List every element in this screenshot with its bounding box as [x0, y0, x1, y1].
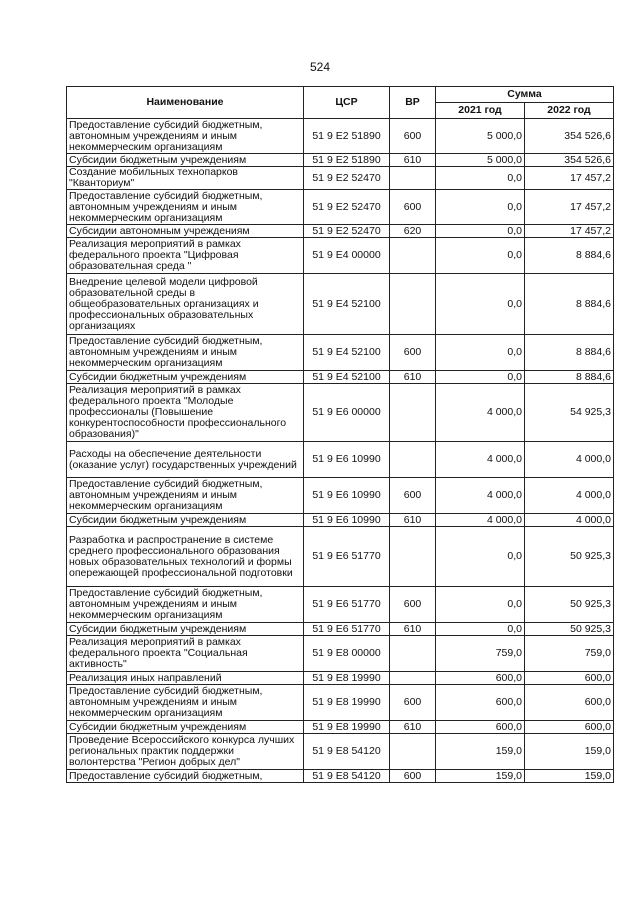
row-vr	[390, 238, 436, 274]
row-amount-2022: 4 000,0	[525, 478, 614, 514]
table-header	[67, 87, 614, 119]
row-name: Предоставление субсидий бюджетным, автономным учреждениям и иным некоммерческим организациям	[67, 478, 304, 514]
row-csr: 51 9 E4 52100	[304, 335, 390, 371]
row-vr	[390, 384, 436, 442]
row-amount-2022: 600,0	[525, 721, 614, 734]
row-vr: 600	[390, 587, 436, 623]
row-amount-2021: 759,0	[436, 636, 525, 672]
row-amount-2021: 159,0	[436, 770, 525, 783]
row-vr: 620	[390, 225, 436, 238]
row-amount-2022: 354 526,6	[525, 119, 614, 154]
table-row	[67, 514, 614, 527]
table-row	[67, 238, 614, 274]
row-csr: 51 9 E2 51890	[304, 119, 390, 154]
row-name: Реализация иных направлений	[67, 672, 304, 685]
table-row	[67, 154, 614, 167]
row-amount-2022: 17 457,2	[525, 167, 614, 190]
table-row	[67, 527, 614, 587]
row-amount-2021: 4 000,0	[436, 514, 525, 527]
row-amount-2022: 50 925,3	[525, 587, 614, 623]
header-sum: Сумма	[436, 87, 614, 103]
row-amount-2022: 8 884,6	[525, 238, 614, 274]
row-csr: 51 9 E6 10990	[304, 514, 390, 527]
table-row	[67, 685, 614, 721]
table-row	[67, 587, 614, 623]
row-amount-2022: 759,0	[525, 636, 614, 672]
row-vr	[390, 636, 436, 672]
row-amount-2022: 50 925,3	[525, 527, 614, 587]
row-amount-2021: 0,0	[436, 274, 525, 335]
row-amount-2021: 600,0	[436, 685, 525, 721]
row-amount-2022: 8 884,6	[525, 274, 614, 335]
row-vr: 600	[390, 335, 436, 371]
row-amount-2021: 5 000,0	[436, 154, 525, 167]
row-amount-2022: 4 000,0	[525, 514, 614, 527]
row-amount-2022: 4 000,0	[525, 442, 614, 478]
row-amount-2021: 0,0	[436, 587, 525, 623]
row-amount-2021: 0,0	[436, 225, 525, 238]
row-amount-2021: 0,0	[436, 623, 525, 636]
row-amount-2022: 159,0	[525, 770, 614, 783]
row-amount-2022: 17 457,2	[525, 190, 614, 225]
row-name: Реализация мероприятий в рамках федерального проекта "Цифровая образовательная среда "	[67, 238, 304, 274]
row-vr	[390, 167, 436, 190]
row-name: Субсидии бюджетным учреждениям	[67, 371, 304, 384]
row-name: Предоставление субсидий бюджетным, автономным учреждениям и иным некоммерческим организациям	[67, 335, 304, 371]
row-vr: 610	[390, 623, 436, 636]
row-csr: 51 9 E4 00000	[304, 238, 390, 274]
row-name: Субсидии бюджетным учреждениям	[67, 514, 304, 527]
row-csr: 51 9 E8 54120	[304, 734, 390, 770]
row-name: Предоставление субсидий бюджетным, автономным учреждениям и иным некоммерческим организациям	[67, 190, 304, 225]
row-amount-2021: 0,0	[436, 167, 525, 190]
row-amount-2021: 4 000,0	[436, 442, 525, 478]
row-name: Реализация мероприятий в рамках федерального проекта "Молодые профессионалы (Повышение конкурентоспособности профессионального образования)"	[67, 384, 304, 442]
header-vr: ВР	[390, 87, 436, 119]
row-amount-2021: 0,0	[436, 371, 525, 384]
row-name: Субсидии автономным учреждениям	[67, 225, 304, 238]
row-vr: 610	[390, 371, 436, 384]
table-row	[67, 335, 614, 371]
row-amount-2021: 600,0	[436, 721, 525, 734]
header-csr: ЦСР	[304, 87, 390, 119]
row-csr: 51 9 E8 19990	[304, 672, 390, 685]
table-row	[67, 721, 614, 734]
row-name: Разработка и распространение в системе среднего профессионального образования новых образовательных технологий и формы опережающей профессиональной подготовки	[67, 527, 304, 587]
row-csr: 51 9 E6 10990	[304, 442, 390, 478]
row-amount-2021: 0,0	[436, 190, 525, 225]
row-amount-2021: 159,0	[436, 734, 525, 770]
row-name: Создание мобильных технопарков "Кванториум"	[67, 167, 304, 190]
row-name: Предоставление субсидий бюджетным, автономным учреждениям и иным некоммерческим организациям	[67, 119, 304, 154]
table-row	[67, 442, 614, 478]
row-name: Субсидии бюджетным учреждениям	[67, 623, 304, 636]
row-amount-2021: 0,0	[436, 335, 525, 371]
budget-table	[66, 86, 614, 783]
row-amount-2022: 50 925,3	[525, 623, 614, 636]
row-amount-2022: 600,0	[525, 672, 614, 685]
row-name: Реализация мероприятий в рамках федерального проекта "Социальная активность"	[67, 636, 304, 672]
row-csr: 51 9 E2 52470	[304, 190, 390, 225]
row-vr	[390, 734, 436, 770]
table-row	[67, 636, 614, 672]
row-name: Предоставление субсидий бюджетным,	[67, 770, 304, 783]
row-amount-2021: 600,0	[436, 672, 525, 685]
table-row	[67, 225, 614, 238]
row-csr: 51 9 E8 00000	[304, 636, 390, 672]
header-year-2022: 2022 год	[525, 103, 614, 119]
row-name: Субсидии бюджетным учреждениям	[67, 721, 304, 734]
row-vr: 610	[390, 154, 436, 167]
row-amount-2021: 4 000,0	[436, 478, 525, 514]
row-vr	[390, 672, 436, 685]
table-row	[67, 770, 614, 783]
page-number: 524	[309, 60, 331, 74]
row-name: Проведение Всероссийского конкурса лучших региональных практик поддержки волонтерства "Регион добрых дел"	[67, 734, 304, 770]
table-row	[67, 623, 614, 636]
row-amount-2022: 54 925,3	[525, 384, 614, 442]
row-csr: 51 9 E8 54120	[304, 770, 390, 783]
row-amount-2021: 5 000,0	[436, 119, 525, 154]
row-amount-2021: 0,0	[436, 238, 525, 274]
row-amount-2022: 8 884,6	[525, 371, 614, 384]
row-vr: 600	[390, 119, 436, 154]
table-row	[67, 371, 614, 384]
row-csr: 51 9 E4 52100	[304, 274, 390, 335]
row-vr: 610	[390, 721, 436, 734]
row-csr: 51 9 E2 51890	[304, 154, 390, 167]
row-amount-2022: 354 526,6	[525, 154, 614, 167]
row-csr: 51 9 E6 51770	[304, 587, 390, 623]
row-csr: 51 9 E8 19990	[304, 721, 390, 734]
row-csr: 51 9 E8 19990	[304, 685, 390, 721]
table-row	[67, 478, 614, 514]
row-csr: 51 9 E2 52470	[304, 225, 390, 238]
row-amount-2021: 4 000,0	[436, 384, 525, 442]
row-name: Расходы на обеспечение деятельности (оказание услуг) государственных учреждений	[67, 442, 304, 478]
row-vr: 600	[390, 685, 436, 721]
row-vr: 600	[390, 190, 436, 225]
table-row	[67, 119, 614, 154]
table-row	[67, 384, 614, 442]
row-amount-2022: 159,0	[525, 734, 614, 770]
table-row	[67, 167, 614, 190]
row-amount-2022: 17 457,2	[525, 225, 614, 238]
row-vr: 600	[390, 770, 436, 783]
row-vr	[390, 527, 436, 587]
row-csr: 51 9 E6 51770	[304, 623, 390, 636]
row-csr: 51 9 E2 52470	[304, 167, 390, 190]
row-amount-2022: 600,0	[525, 685, 614, 721]
table-row	[67, 672, 614, 685]
table-body	[67, 119, 614, 783]
row-name: Субсидии бюджетным учреждениям	[67, 154, 304, 167]
table-row	[67, 734, 614, 770]
header-year-2021: 2021 год	[436, 103, 525, 119]
row-name: Предоставление субсидий бюджетным, автономным учреждениям и иным некоммерческим организациям	[67, 587, 304, 623]
row-vr	[390, 274, 436, 335]
row-name: Внедрение целевой модели цифровой образовательной среды в общеобразовательных организациях и профессиональных образовательных организациях	[67, 274, 304, 335]
row-vr: 600	[390, 478, 436, 514]
row-csr: 51 9 E6 51770	[304, 527, 390, 587]
row-amount-2022: 8 884,6	[525, 335, 614, 371]
row-csr: 51 9 E4 52100	[304, 371, 390, 384]
row-csr: 51 9 E6 10990	[304, 478, 390, 514]
row-name: Предоставление субсидий бюджетным, автономным учреждениям и иным некоммерческим организациям	[67, 685, 304, 721]
row-csr: 51 9 E6 00000	[304, 384, 390, 442]
row-vr	[390, 442, 436, 478]
table-row	[67, 274, 614, 335]
row-vr: 610	[390, 514, 436, 527]
table-row	[67, 190, 614, 225]
header-row-1	[67, 87, 614, 103]
header-name: Наименование	[67, 87, 304, 119]
row-amount-2021: 0,0	[436, 527, 525, 587]
